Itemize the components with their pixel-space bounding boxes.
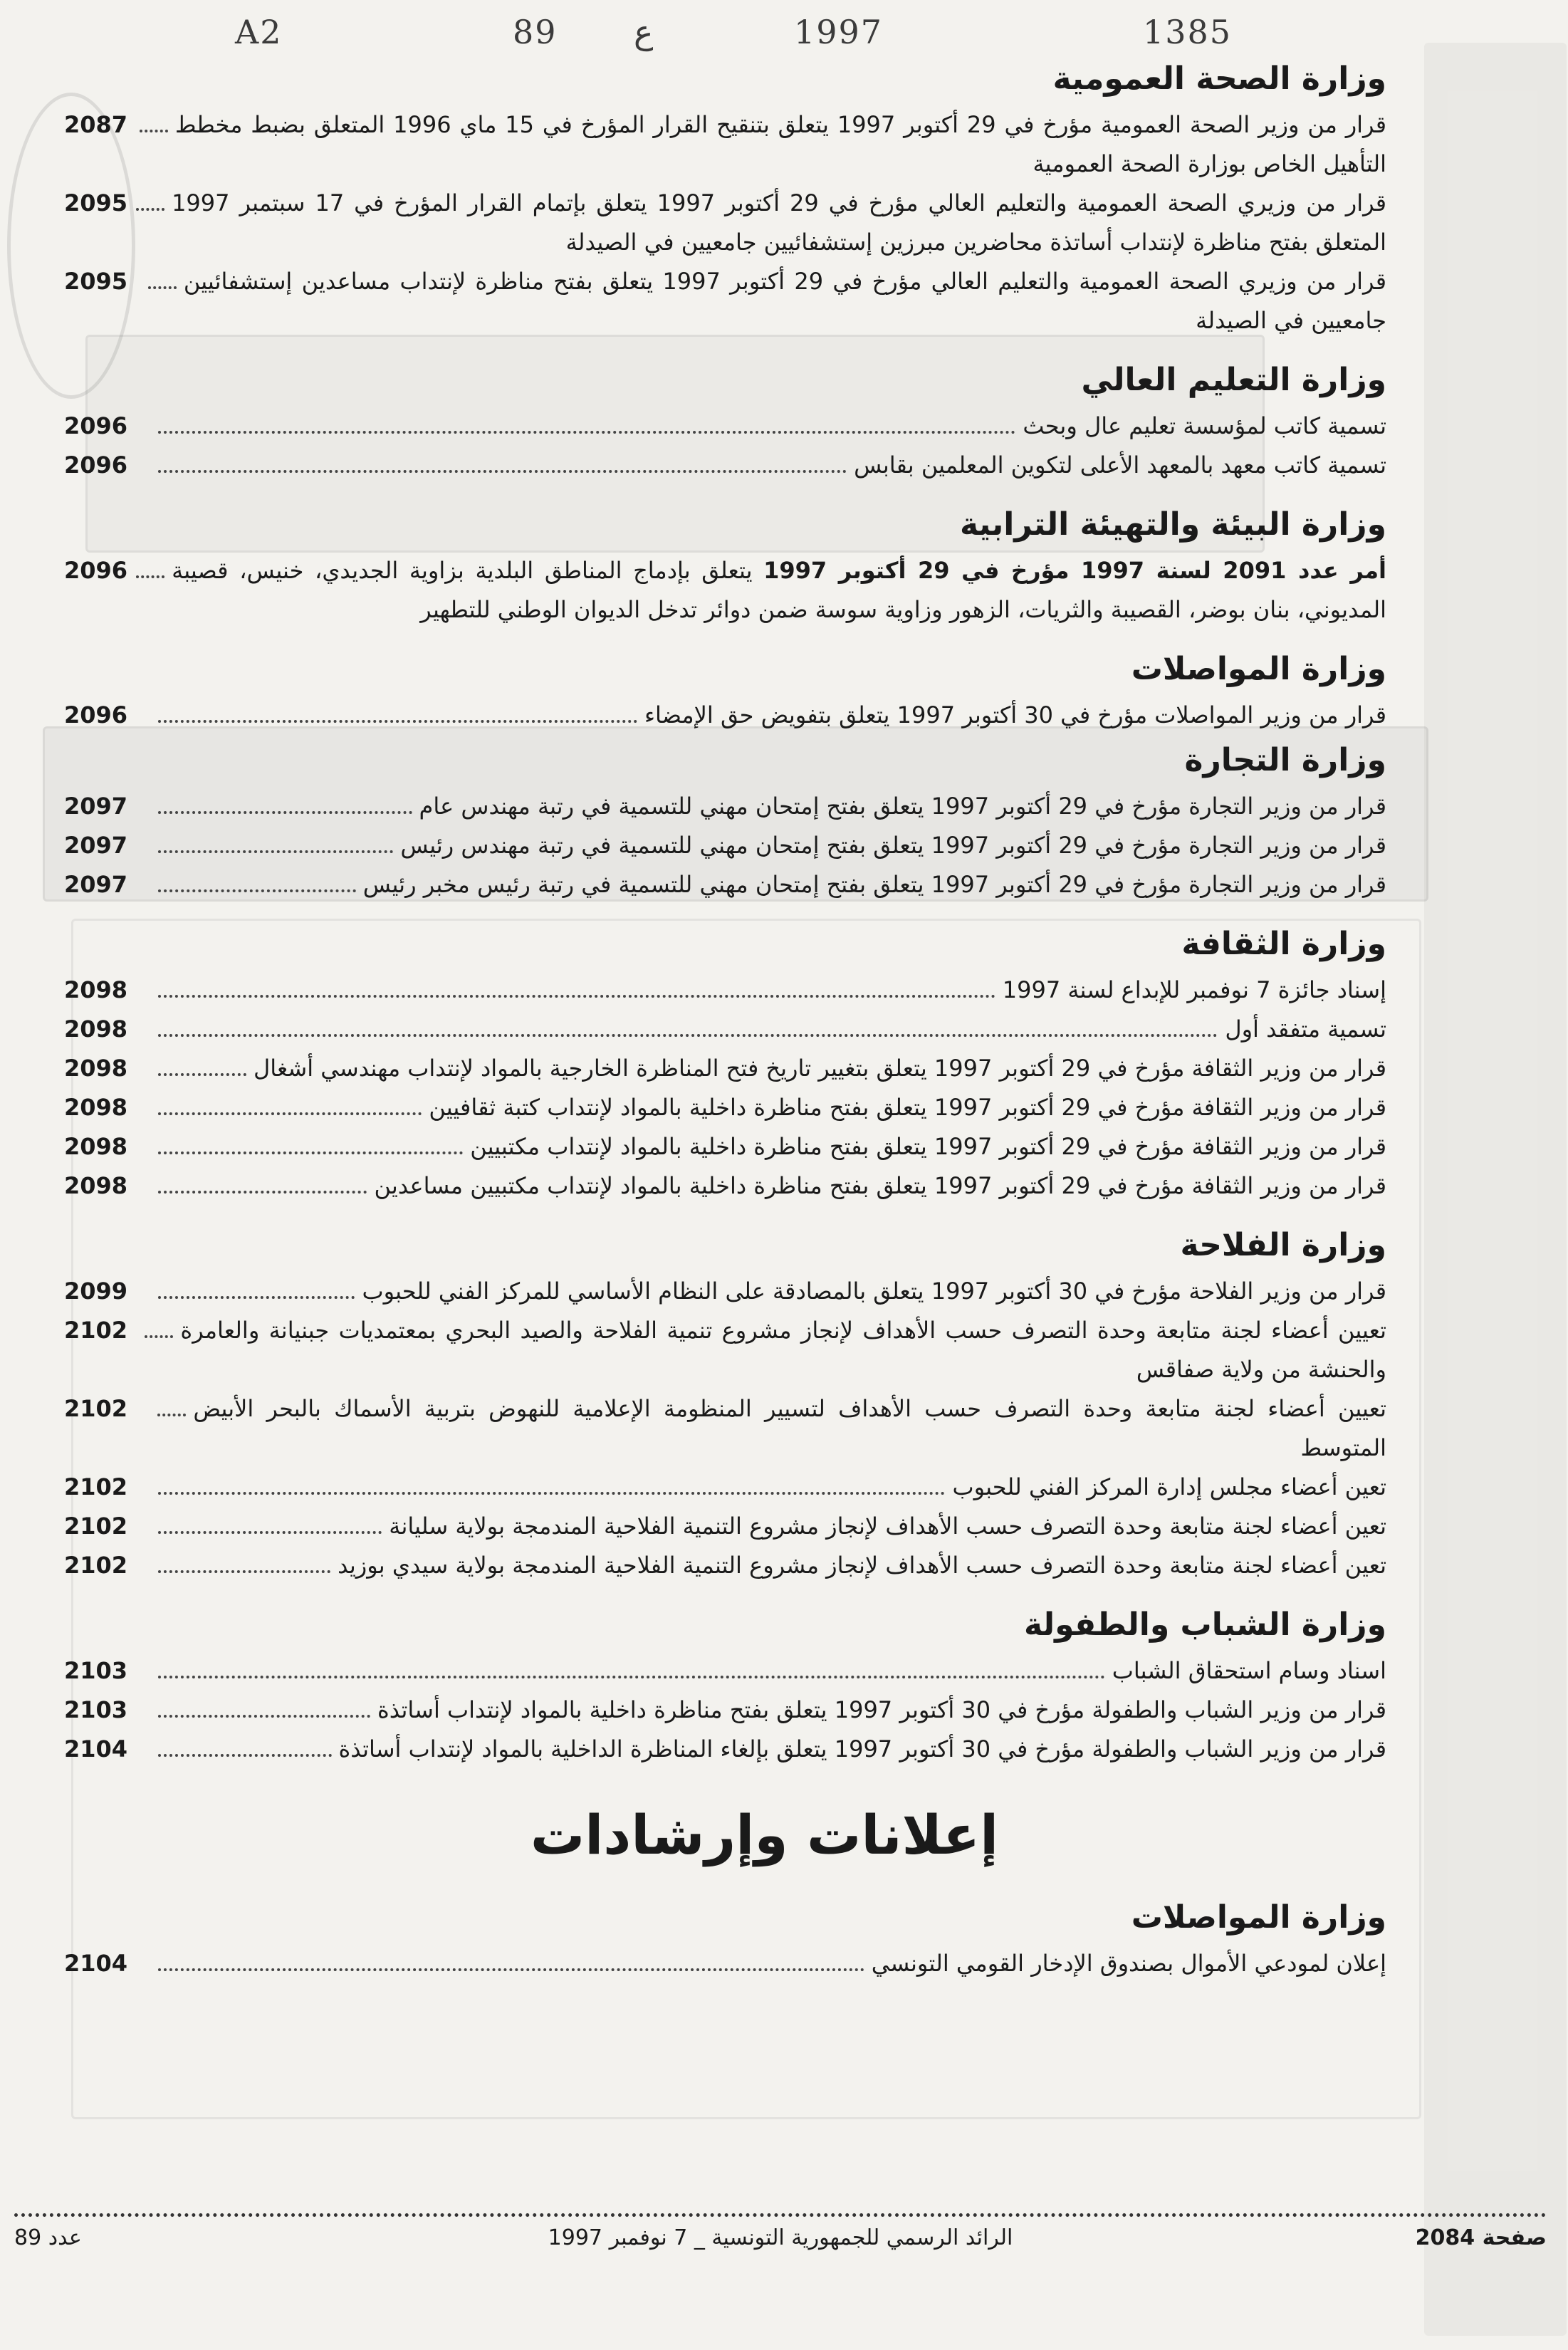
section-title: وزارة الثقافة	[1181, 926, 1386, 962]
section-title: وزارة الفلاحة	[1180, 1227, 1386, 1263]
entry-text: تعين أعضاء لجنة متابعة وحدة التصرف حسب الأهداف لإنجاز مشروع التنمية الفلاحية المندمجة بولاية سيدي بوزيد	[338, 1552, 1386, 1579]
handwritten-note: 1997	[794, 13, 884, 51]
entry-text	[172, 551, 1386, 630]
page-number: 2102	[64, 1317, 128, 1344]
table-of-contents	[64, 53, 1387, 1983]
entry-text: قرار من وزير الثقافة مؤرخ في 29 أكتوبر 1997 يتعلق بتغيير تاريخ فتح المناظرة الخارجية بالمواد لإنتداب مهندسي أشغال	[253, 1055, 1386, 1082]
entry-text: قرار من وزير الشباب والطفولة مؤرخ في 30 أكتوبر 1997 يتعلق بإلغاء المناظرة الداخلية بالمواد لإنتداب أساتذة	[338, 1735, 1386, 1762]
page-number: 2098	[64, 1172, 128, 1199]
dot-leader	[158, 1531, 382, 1534]
dot-leader	[148, 286, 177, 289]
page-number: 2102	[64, 1395, 128, 1422]
page-number: 2096	[64, 557, 128, 584]
dot-leader	[158, 1191, 367, 1194]
entry-text: إسناد جائزة 7 نوفمبر للإبداع لسنة 1997	[1002, 976, 1386, 1003]
dot-leader	[158, 995, 995, 998]
section-title: وزارة المواصلات	[1131, 651, 1386, 687]
page-number: 2103	[64, 1696, 128, 1723]
page-number: 2098	[64, 1055, 128, 1082]
list-item	[64, 787, 1386, 826]
handwritten-note: 89	[513, 13, 558, 51]
entry-text: تعيين أعضاء لجنة متابعة وحدة التصرف حسب الأهداف لتسيير المنظومة الإعلامية للنهوض بتربية الأسماك بالبحر الأبيض المتوسط	[193, 1395, 1386, 1461]
list-item	[64, 1389, 1386, 1468]
footer-divider	[14, 2213, 1547, 2217]
entry-text: تسمية كاتب لمؤسسة تعليم عال وبحث	[1023, 412, 1386, 439]
entry-text: تعين أعضاء لجنة متابعة وحدة التصرف حسب الأهداف لإنجاز مشروع التنمية الفلاحية المندمجة بولاية سليانة	[389, 1513, 1386, 1540]
dot-leader	[145, 1335, 173, 1338]
entry-text: قرار من وزير الثقافة مؤرخ في 29 أكتوبر 1997 يتعلق بفتح مناظرة داخلية بالمواد لإنتداب مكتبيين مساعدين	[374, 1172, 1386, 1199]
dot-leader	[158, 850, 393, 853]
entry-text: اسناد وسام استحقاق الشباب	[1112, 1657, 1386, 1684]
page-number: 2102	[64, 1513, 128, 1540]
dot-leader	[158, 811, 412, 814]
page-number: 2096	[64, 451, 128, 479]
list-item	[64, 1730, 1386, 1769]
issue-label: عدد 89	[14, 2225, 82, 2250]
entry-text: قرار من وزير التجارة مؤرخ في 29 أكتوبر 1997 يتعلق بفتح إمتحان مهني للتسمية في رتبة مهندس عام	[419, 793, 1386, 820]
entry-text: قرار من وزير التجارة مؤرخ في 29 أكتوبر 1997 يتعلق بفتح إمتحان مهني للتسمية في رتبة مهندس رئيس	[400, 832, 1386, 859]
list-item	[64, 1088, 1386, 1127]
section-title: وزارة البيئة والتهيئة الترابية	[960, 506, 1386, 543]
page-number: 2097	[64, 871, 128, 898]
list-item	[64, 826, 1386, 865]
dot-leader	[158, 1492, 945, 1495]
list-item	[64, 1010, 1386, 1049]
page-number: 2098	[64, 1133, 128, 1160]
list-item	[64, 865, 1386, 904]
list-item	[64, 1507, 1386, 1546]
entry-text: قرار من وزيري الصحة العمومية والتعليم العالي مؤرخ في 29 أكتوبر 1997 يتعلق بفتح مناظرة لإنتداب مساعدين إستشفائيين جامعيين في الصيدلة	[183, 268, 1387, 334]
list-item	[64, 1651, 1386, 1691]
page-number: 2098	[64, 1094, 128, 1121]
dot-leader	[136, 575, 164, 578]
page-number: 2098	[64, 1015, 128, 1043]
entry-text: تعين أعضاء مجلس إدارة المركز الفني للحبوب	[952, 1473, 1386, 1500]
section-title: وزارة المواصلات	[1131, 1899, 1386, 1936]
entry-text: قرار من وزير المواصلات مؤرخ في 30 أكتوبر 1997 يتعلق بتفويض حق الإمضاء	[644, 701, 1386, 728]
list-item	[64, 1311, 1386, 1389]
dot-leader	[158, 431, 1015, 434]
page-number: 2102	[64, 1473, 128, 1500]
list-item	[64, 1166, 1386, 1206]
dot-leader	[158, 889, 356, 892]
list-item	[64, 1272, 1386, 1311]
list-item	[64, 1546, 1386, 1585]
list-item	[64, 696, 1386, 735]
handwritten-note: 1385	[1143, 13, 1233, 51]
entry-text: قرار من وزير التجارة مؤرخ في 29 أكتوبر 1997 يتعلق بفتح إمتحان مهني للتسمية في رتبة رئيس مخبر رئيس	[362, 871, 1386, 898]
list-item	[64, 1468, 1386, 1507]
dot-leader	[140, 130, 168, 132]
list-item	[64, 1944, 1386, 1983]
dot-leader	[158, 1034, 1218, 1037]
page-number: 2097	[64, 832, 128, 859]
page-footer	[14, 2225, 1547, 2268]
list-item	[64, 1127, 1386, 1166]
page-label: صفحة 2084	[1415, 2225, 1547, 2250]
dot-leader	[158, 1754, 332, 1757]
dot-leader	[157, 1414, 186, 1416]
journal-title: الرائد الرسمي للجمهورية التونسية _ 7 نوفمبر 1997	[548, 2225, 1013, 2250]
page-number: 2104	[64, 1950, 128, 1977]
page-number: 2095	[64, 268, 128, 295]
page-number: 2103	[64, 1657, 128, 1684]
entry-text: قرار من وزير الثقافة مؤرخ في 29 أكتوبر 1997 يتعلق بفتح مناظرة داخلية بالمواد لإنتداب كتبة ثقافيين	[429, 1094, 1386, 1121]
entry-text: قرار من وزير الفلاحة مؤرخ في 30 أكتوبر 1997 يتعلق بالمصادقة على النظام الأساسي للمركز الفني للحبوب	[362, 1278, 1386, 1305]
dot-leader	[158, 1073, 246, 1076]
handwritten-note: A2	[235, 13, 283, 51]
list-item	[64, 551, 1386, 630]
dot-leader	[136, 208, 164, 211]
entry-text: قرار من وزير الثقافة مؤرخ في 29 أكتوبر 1997 يتعلق بفتح مناظرة داخلية بالمواد لإنتداب مكتبيين	[470, 1133, 1386, 1160]
dot-leader	[158, 1112, 422, 1115]
dot-leader	[158, 1968, 864, 1971]
section-title: وزارة الصحة العمومية	[1052, 61, 1386, 97]
handwritten-note: ع	[634, 13, 654, 51]
page-number: 2096	[64, 701, 128, 728]
dot-leader	[158, 1152, 463, 1154]
dot-leader	[158, 1676, 1105, 1678]
page-number: 2104	[64, 1735, 128, 1762]
dot-leader	[158, 1296, 355, 1299]
list-item	[64, 184, 1387, 262]
entry-text: قرار من وزير الصحة العمومية مؤرخ في 29 أكتوبر 1997 يتعلق بتنقيح القرار المؤرخ في 15 ماي 1996 المتعلق بضبط مخطط التأهيل الخاص بوزارة الصحة العمومية	[174, 111, 1387, 177]
list-item	[64, 407, 1386, 446]
section-title: وزارة التعليم العالي	[1081, 362, 1386, 398]
dot-leader	[158, 720, 637, 723]
entry-text: تسمية كاتب معهد بالمعهد الأعلى لتكوين المعلمين بقابس	[854, 451, 1386, 479]
page-number: 2096	[64, 412, 128, 439]
page-number: 2097	[64, 793, 128, 820]
list-item	[64, 1691, 1386, 1730]
list-item	[64, 971, 1386, 1010]
page-number: 2098	[64, 976, 128, 1003]
list-item	[64, 262, 1387, 340]
page-number: 2099	[64, 1278, 128, 1305]
list-item	[64, 1049, 1386, 1088]
entry-text: قرار من وزير الشباب والطفولة مؤرخ في 30 أكتوبر 1997 يتعلق بفتح مناظرة داخلية بالمواد لإنتداب أساتذة	[377, 1696, 1386, 1723]
entry-text: تعيين أعضاء لجنة متابعة وحدة التصرف حسب الأهداف لإنجاز مشروع تنمية الفلاحة والصيد البحري بمعتمديات جبنيانة والعامرة والحنشة من ولاية صفاقس	[180, 1317, 1386, 1383]
list-item	[64, 105, 1387, 184]
entry-text: إعلان لمودعي الأموال بصندوق الإدخار القومي التونسي	[871, 1950, 1386, 1977]
page-number: 2102	[64, 1552, 128, 1579]
page-number: 2095	[64, 189, 128, 216]
dot-leader	[158, 1715, 370, 1718]
entry-text: قرار من وزيري الصحة العمومية والتعليم العالي مؤرخ في 29 أكتوبر 1997 يتعلق بإتمام القرار المؤرخ في 17 سبتمبر 1997 المتعلق بفتح مناظرة لإنتداب أساتذة محاضرين مبرزين إستشفائيين جامعيين في الصيدلة	[172, 189, 1387, 256]
announcements-heading: إعلانات وإرشادات	[530, 1803, 999, 1866]
entry-text-body: يتعلق بإدماج المناطق البلدية بزاوية الجديدي، خنيس، قصيبة المديوني، بنان بوضر، القصيبة والثريات، الزهور وزاوية سوسة ضمن دوائر تدخل الديوان الوطني للتطهير	[172, 557, 1386, 623]
section-title: وزارة الشباب والطفولة	[1023, 1607, 1386, 1643]
entry-text: تسمية متفقد أول	[1225, 1015, 1386, 1043]
dot-leader	[158, 470, 847, 473]
list-item	[64, 446, 1386, 485]
page-edge-shadow	[1424, 43, 1567, 2336]
page-number: 2087	[64, 111, 128, 138]
section-title: وزارة التجارة	[1184, 742, 1386, 778]
decree-number: أمر عدد 2091 لسنة 1997 مؤرخ في 29 أكتوبر 1997	[763, 557, 1386, 584]
dot-leader	[158, 1570, 330, 1573]
